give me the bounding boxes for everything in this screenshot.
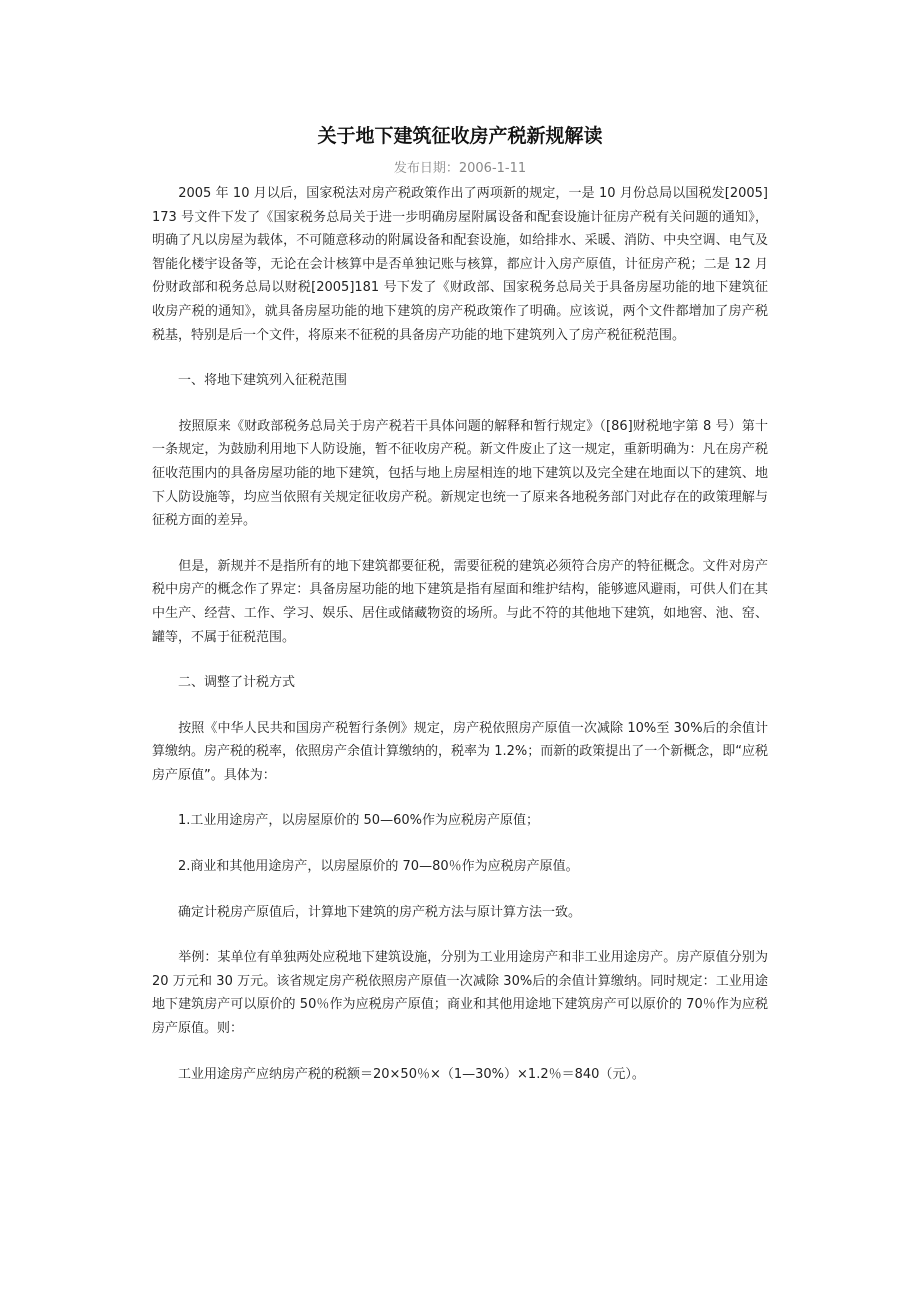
publish-date-value: 2006-1-11 xyxy=(458,161,527,176)
section-heading-2: 二、调整了计税方式 xyxy=(152,675,296,691)
calculation-line: 工业用途房产应纳房产税的税额＝20×50％×（1—30%）×1.2％＝840（元）。 xyxy=(152,1066,645,1082)
intro-paragraph: 2005 年 10 月以后，国家税法对房产税政策作出了两项新的规定，一是 10 月份总局以国税发[2005]173 号文件下发了《国家税务总局关于进一步明确房屋附属设备和配套设施计征房产税有关问题的通知》，明确了凡以房屋为载体，不可随意移动的附属设备和配套设施，如给排水、采暖、消防、中央空调、电气及智能化楼宇设备等，无论在会计核算中是否单独记账与核算，都应计入房产原值，计征房产税；二是 12 月份财政部和税务总局以财税[2005]181 号下发了《财政部、国家税务总局关于具备房屋功能的地下建筑征收房产税的通知》，就具备房屋功能的地下建筑的房产税政策作了明确。应该说，两个文件都增加了房产税税基，特别是后一个文件，将原来不征税的具备房产功能的地下建筑列入了房产税征税范围。 xyxy=(152,186,768,343)
body-paragraph: 但是，新规并不是指所有的地下建筑都要征税，需要征税的建筑必须符合房产的特征概念。文件对房产税中房产的概念作了界定：具备房屋功能的地下建筑是指有屋面和维护结构，能够遮风避雨，可供人们在其中生产、经营、工作、学习、娱乐、居住或储藏物资的场所。与此不符的其他地下建筑，如地窖、池、窑、罐等，不属于征税范围。 xyxy=(152,558,768,645)
list-item-commercial: 2.商业和其他用途房产，以房屋原价的 70—80％作为应税房产原值。 xyxy=(152,859,579,875)
article-title: 关于地下建筑征收房产税新规解读 xyxy=(317,125,603,147)
document-page xyxy=(152,118,773,1086)
section-heading-1: 一、将地下建筑列入征税范围 xyxy=(152,373,348,389)
publish-date-label: 发布日期： xyxy=(393,161,459,176)
body-paragraph: 按照原来《财政部税务总局关于房产税若干具体问题的解释和暂行规定》（[86]财税地字第 8 号）第十一条规定，为鼓励利用地下人防设施，暂不征收房产税。新文件废止了这一规定，重新明确为：凡在房产税征收范围内的具备房屋功能的地下建筑，包括与地上房屋相连的地下建筑以及完全建在地面以下的建筑、地下人防设施等，均应当依照有关规定征收房产税。新规定也统一了原来各地税务部门对此存在的政策理解与征税方面的差异。 xyxy=(152,418,768,529)
body-paragraph: 确定计税房产原值后，计算地下建筑的房产税方法与原计算方法一致。 xyxy=(152,904,582,920)
example-paragraph: 举例：某单位有单独两处应税地下建筑设施，分别为工业用途房产和非工业用途房产。房产原值分别为 20 万元和 30 万元。该省规定房产税依照房产原值一次减除 30%后的余值计算缴纳。同时规定：工业用途地下建筑房产可以原价的 50％作为应税房产原值；商业和其他用途地下建筑房产可以原价的 70％作为应税房产原值。则： xyxy=(152,950,773,1037)
body-paragraph: 按照《中华人民共和国房产税暂行条例》规定，房产税依照房产原值一次减除 10%至 30%后的余值计算缴纳。房产税的税率，依照房产余值计算缴纳的，税率为 1.2%；而新的政策提出了一个新概念，即“应税房产原值”。具体为： xyxy=(152,720,768,783)
publish-date xyxy=(152,156,768,182)
list-item-industrial: 1.工业用途房产，以房屋原价的 50—60%作为应税房产原值； xyxy=(152,813,539,829)
